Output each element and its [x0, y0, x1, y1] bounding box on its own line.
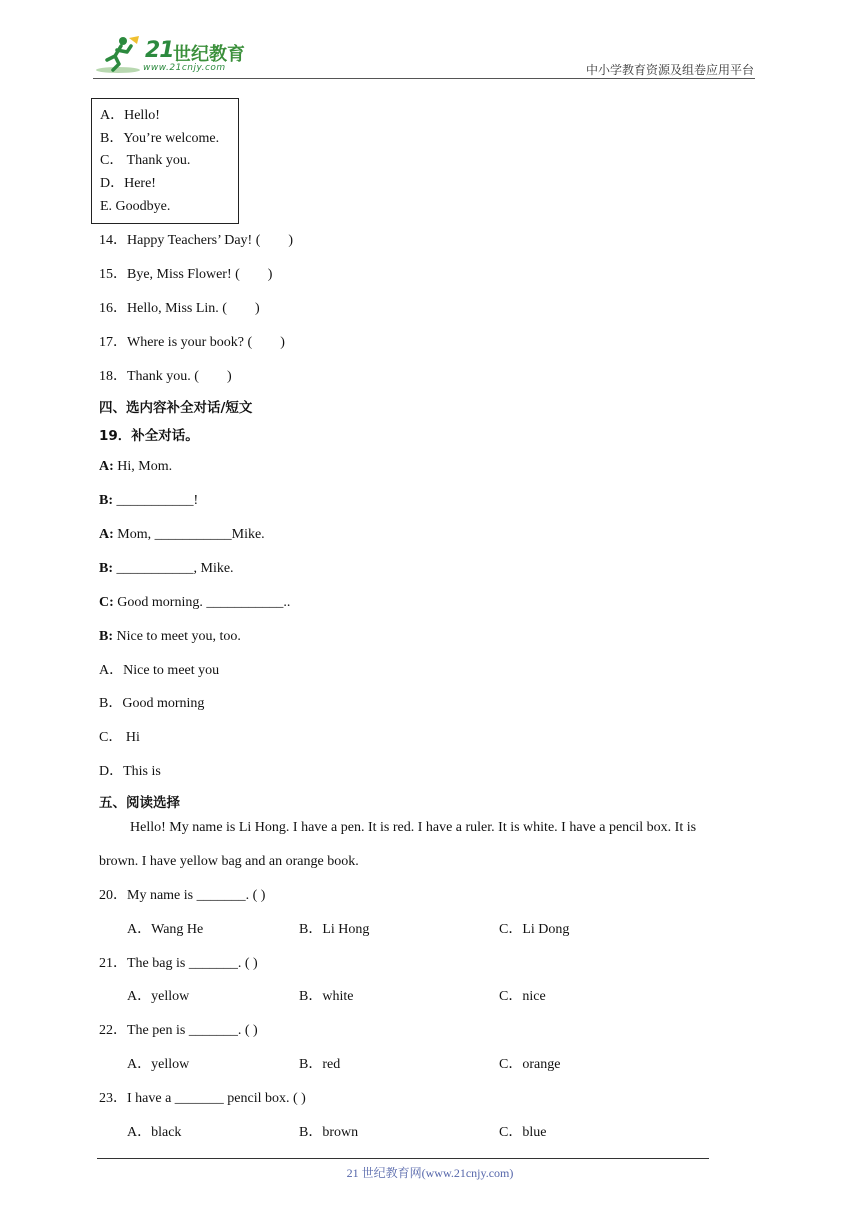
logo-url: www.21cnjy.com [143, 63, 226, 73]
footer-link[interactable]: 21 世纪教育网(www.21cnjy.com) [346, 1166, 514, 1180]
passage-line: Hello! My name is Li Hong. I have a pen. It is red. I have a ruler. It is white. I have a pencil box. It is [130, 820, 697, 835]
option-e: E. Goodbye. [100, 199, 171, 214]
question-20: 20．My name is _______. ( ) [99, 888, 266, 903]
question-17 [99, 334, 285, 352]
passage-line: brown. I have yellow bag and an orange book. [99, 854, 359, 869]
dialogue-line [99, 492, 198, 510]
question-23: 23．I have a _______ pencil box. ( ) [99, 1091, 306, 1106]
choice-a: A．Wang He [127, 922, 204, 937]
question-21: 21．The bag is _______. ( ) [99, 956, 258, 971]
question-16 [99, 300, 260, 318]
question-text: Happy Teachers’ Day! ( [127, 233, 261, 248]
footer-divider [97, 1158, 709, 1159]
question-number: 16． [99, 301, 127, 316]
dialogue-line [99, 526, 265, 544]
option-a: A．Hello! [100, 108, 160, 123]
question-number: 14． [99, 233, 127, 248]
dialogue-line [99, 458, 172, 476]
option-a: A．Nice to meet you [99, 663, 220, 678]
question-text: Thank you. ( [127, 369, 199, 384]
choice-a: A．yellow [127, 1057, 190, 1072]
choice-b: B．Li Hong [299, 922, 370, 937]
dialogue-text: Hi, Mom. [113, 459, 173, 474]
option-c: C． Hi [99, 730, 140, 745]
choice-b: B．red [299, 1057, 341, 1072]
logo-number: 21 [145, 38, 174, 63]
dialogue-line [99, 628, 241, 646]
paren-close: ) [288, 233, 294, 248]
option-d: D．This is [99, 764, 161, 779]
speaker-label: B: [99, 493, 113, 508]
speaker-label: A: [99, 459, 114, 474]
choice-c: C．blue [499, 1125, 547, 1140]
question-number: 18． [99, 369, 127, 384]
option-c: C． Thank you. [100, 153, 191, 168]
option-b: B．You’re welcome. [100, 131, 220, 146]
choice-b: B．brown [299, 1125, 359, 1140]
dialogue-text: Nice to meet you, too. [113, 629, 241, 644]
question-18 [99, 368, 232, 386]
dialogue-line [99, 594, 290, 612]
section-5-title: 五、阅读选择 [99, 795, 180, 811]
question-text: Hello, Miss Lin. ( [127, 301, 227, 316]
question-14 [99, 232, 293, 250]
choice-c: C．orange [499, 1057, 561, 1072]
site-logo [93, 34, 263, 76]
dialogue-text: Good morning. ___________.. [113, 595, 291, 610]
running-figure-icon [93, 34, 143, 76]
question-number: 17． [99, 335, 127, 350]
choice-c: C．Li Dong [499, 922, 570, 937]
answer-options-box [91, 98, 239, 224]
question-19-title: 19．补全对话。 [99, 428, 199, 444]
speaker-label: A: [99, 527, 114, 542]
question-15 [99, 266, 272, 284]
dialogue-line [99, 560, 234, 578]
choice-b: B．white [299, 989, 354, 1004]
option-d: D．Here! [100, 176, 156, 191]
paren-close: ) [226, 369, 232, 384]
question-number: 15． [99, 267, 127, 282]
choice-a: A．black [127, 1125, 182, 1140]
dialogue-text: ___________! [113, 493, 199, 508]
paren-close: ) [267, 267, 273, 282]
speaker-label: B: [99, 629, 113, 644]
header-platform-text: 中小学教育资源及组卷应用平台 [585, 63, 754, 77]
choice-a: A．yellow [127, 989, 190, 1004]
header-divider [93, 78, 755, 79]
speaker-label: B: [99, 561, 113, 576]
logo-title: 世纪教育 [173, 44, 245, 65]
question-text: Bye, Miss Flower! ( [127, 267, 240, 282]
option-b: B．Good morning [99, 696, 205, 711]
choice-c: C．nice [499, 989, 546, 1004]
paren-close: ) [280, 335, 285, 350]
dialogue-text: Mom, ___________Mike. [113, 527, 265, 542]
section-4-title: 四、选内容补全对话/短文 [99, 400, 253, 416]
question-22: 22．The pen is _______. ( ) [99, 1023, 258, 1038]
question-text: Where is your book? ( [127, 335, 253, 350]
speaker-label: C: [99, 595, 114, 610]
dialogue-text: ___________, Mike. [113, 561, 234, 576]
paren-close: ) [254, 301, 260, 316]
